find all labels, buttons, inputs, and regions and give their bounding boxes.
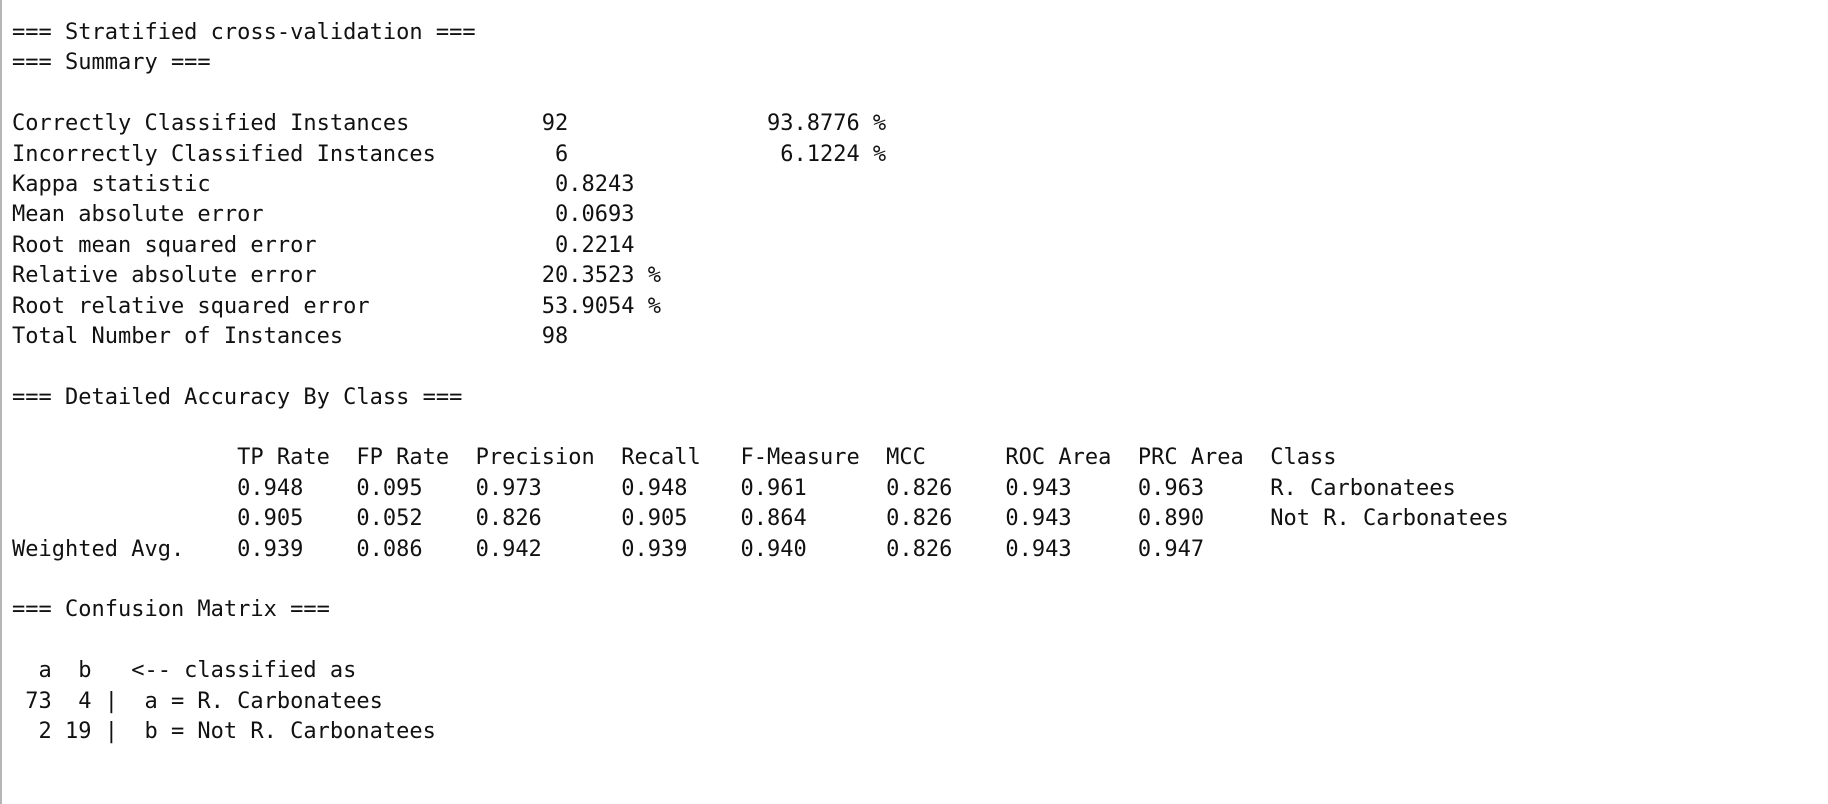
summary-row-rrse: Root relative squared error 53.9054 % [12, 293, 662, 319]
summary-row-total: Total Number of Instances 98 [12, 323, 569, 349]
blank-line [12, 413, 1509, 443]
summary-row-incorrect: Incorrectly Classified Instances 6 6.1224 % [12, 141, 887, 167]
summary-row-rae: Relative absolute error 20.3523 % [12, 263, 662, 289]
section-header-accuracy: === Detailed Accuracy By Class === [12, 384, 463, 410]
blank-line [12, 565, 1509, 595]
summary-row-rmse: Root mean squared error 0.2214 [12, 232, 635, 258]
blank-line [12, 626, 1509, 656]
confusion-matrix-header: a b <-- classified as [12, 658, 357, 684]
section-header-confusion-matrix: === Confusion Matrix === [12, 597, 330, 623]
confusion-matrix-row-b: 2 19 | b = Not R. Carbonatees [12, 718, 436, 744]
accuracy-table-header: TP Rate FP Rate Precision Recall F-Measure MCC ROC Area PRC Area Class [12, 445, 1337, 471]
blank-line [12, 352, 1509, 382]
accuracy-row-r-carbonatees: 0.948 0.095 0.973 0.948 0.961 0.826 0.943 0.963 R. Carbonatees [12, 475, 1456, 501]
blank-line [12, 79, 1509, 109]
accuracy-row-weighted-avg: Weighted Avg. 0.939 0.086 0.942 0.939 0.940 0.826 0.943 0.947 [12, 536, 1205, 562]
classifier-output-text [12, 18, 1509, 747]
summary-row-mae: Mean absolute error 0.0693 [12, 202, 635, 228]
section-header-summary: === Summary === [12, 50, 211, 76]
confusion-matrix-row-a: 73 4 | a = R. Carbonatees [12, 688, 383, 714]
accuracy-row-not-r-carbonatees: 0.905 0.052 0.826 0.905 0.864 0.826 0.943 0.890 Not R. Carbonatees [12, 506, 1509, 532]
summary-row-kappa: Kappa statistic 0.8243 [12, 171, 635, 197]
section-header-stratified-cv: === Stratified cross-validation === [12, 20, 476, 45]
summary-row-correct: Correctly Classified Instances 92 93.8776 % [12, 111, 887, 137]
